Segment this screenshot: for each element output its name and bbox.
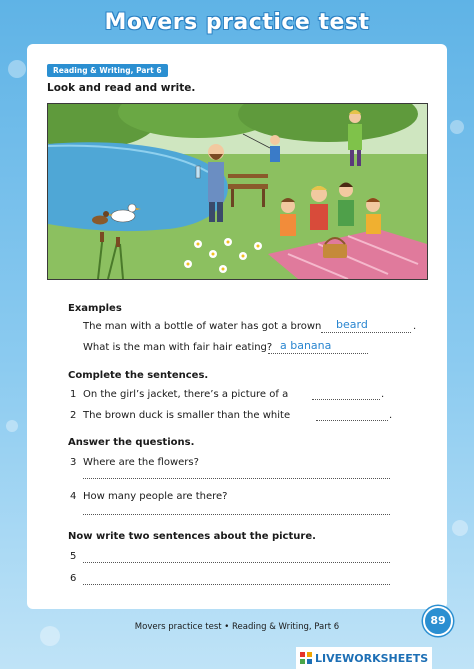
page-number: 89 (423, 606, 453, 636)
bubble-decoration (452, 520, 468, 536)
q2-end: . (389, 410, 393, 421)
answer-heading: Answer the questions. (68, 437, 195, 448)
q1-text: On the girl’s jacket, there’s a picture of a (83, 389, 289, 400)
example-1-text: The man with a bottle of water has got a brown (83, 321, 322, 332)
q2-text: The brown duck is smaller than the white (83, 410, 291, 421)
footer-text: Movers practice test • Reading & Writing, Part 6 (134, 622, 340, 632)
q6-number: 6 (70, 573, 77, 584)
woman-picnic-figure (338, 183, 354, 227)
examples-heading: Examples (68, 303, 122, 314)
q4-answer-field[interactable] (83, 514, 390, 515)
girl-figure (280, 198, 296, 236)
q5-number: 5 (70, 551, 77, 562)
write-heading: Now write two sentences about the picture. (68, 531, 316, 542)
example-2-answer: a banana (280, 339, 332, 352)
instruction-text: Look and read and write. (47, 82, 196, 94)
q6-answer-field[interactable] (83, 584, 390, 585)
q2-answer-field[interactable] (316, 420, 388, 421)
example-1-answer: beard (336, 318, 368, 331)
liveworksheets-logo[interactable] (296, 647, 432, 669)
bubble-decoration (6, 420, 18, 432)
complete-heading: Complete the sentences. (68, 370, 209, 381)
bubble-decoration (450, 120, 464, 134)
example-1-end: . (413, 321, 417, 332)
part-badge: Reading & Writing, Part 6 (47, 64, 168, 77)
q1-answer-field[interactable] (312, 399, 380, 400)
park-illustration (47, 103, 428, 280)
page-title: Movers practice test (104, 10, 370, 35)
q4-number: 4 (70, 491, 77, 502)
q1-end: . (381, 389, 385, 400)
liveworksheets-icon (300, 652, 312, 664)
example-2-line (268, 353, 368, 354)
q3-number: 3 (70, 457, 77, 468)
man-fair-hair-figure (310, 186, 328, 230)
q3-text: Where are the flowers? (83, 457, 199, 468)
q3-answer-field[interactable] (83, 478, 390, 479)
q1-number: 1 (70, 389, 77, 400)
boy-picnic-figure (366, 198, 381, 234)
q5-answer-field[interactable] (83, 562, 390, 563)
bubble-decoration (8, 60, 26, 78)
liveworksheets-label: LIVEWORKSHEETS (315, 651, 429, 665)
example-1-line (321, 332, 411, 333)
q4-text: How many people are there? (83, 491, 228, 502)
example-2-text: What is the man with fair hair eating? (83, 342, 273, 353)
q2-number: 2 (70, 410, 77, 421)
